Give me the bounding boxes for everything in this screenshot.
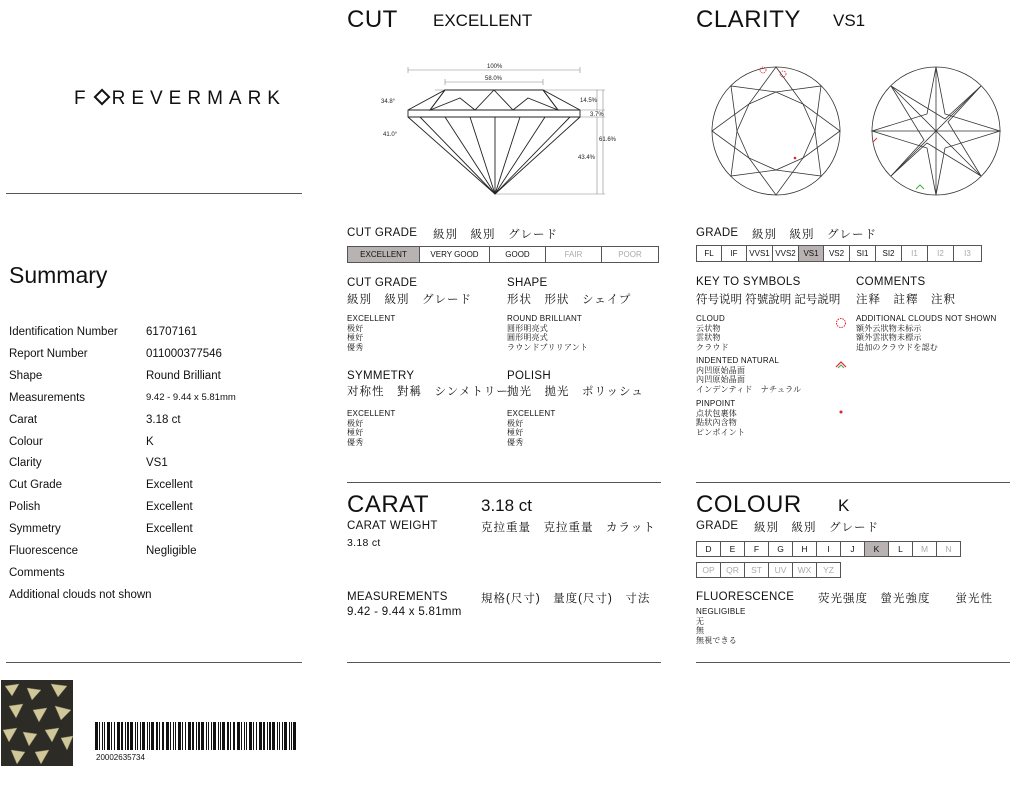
barcode-bar bbox=[127, 722, 129, 750]
summary-key: Shape bbox=[9, 369, 43, 382]
colour-cell: QR bbox=[720, 562, 745, 578]
barcode-bar bbox=[114, 722, 115, 750]
summary-value: Round Brilliant bbox=[146, 369, 221, 382]
shape-values bbox=[507, 314, 588, 352]
summary-key: Identification Number bbox=[9, 326, 118, 338]
colour-title: COLOUR bbox=[696, 491, 802, 518]
text-line: 內凹原始晶面 bbox=[696, 375, 746, 384]
cut-profile-diagram bbox=[375, 58, 640, 203]
text-line: 點狀內含物 bbox=[696, 418, 737, 427]
shape-label: SHAPE bbox=[507, 277, 548, 289]
barcode-bar bbox=[249, 722, 252, 750]
barcode-bar bbox=[125, 722, 126, 750]
summary-row bbox=[9, 457, 309, 475]
clarity-pavilion-plot bbox=[869, 64, 1003, 198]
barcode-bar bbox=[188, 722, 191, 750]
text-line: ピンポイント bbox=[696, 427, 746, 437]
barcode-bar bbox=[166, 722, 169, 750]
barcode-bar bbox=[107, 722, 110, 750]
barcode-number: 20002635734 bbox=[96, 753, 145, 762]
text-line: 極好 bbox=[347, 428, 364, 437]
summary-key: Cut Grade bbox=[9, 479, 63, 492]
text-line: 無 bbox=[696, 626, 705, 635]
text-line: 優秀 bbox=[347, 437, 364, 447]
barcode-bar bbox=[182, 722, 183, 750]
barcode-bar bbox=[291, 722, 292, 750]
colour-cell: J bbox=[840, 541, 865, 557]
colour-grade-jp: 級別 級別 グレード bbox=[754, 522, 879, 534]
summary-key: Report Number bbox=[9, 347, 88, 360]
summary-row bbox=[9, 370, 309, 388]
summary-key: Comments bbox=[9, 566, 65, 579]
divider bbox=[6, 193, 302, 194]
summary-value: Negligible bbox=[146, 545, 197, 557]
barcode-bar bbox=[259, 722, 262, 750]
summary-row bbox=[9, 501, 309, 519]
diagram-crown-angle: 34.8° bbox=[381, 99, 396, 105]
summary-row bbox=[9, 348, 309, 366]
pinpoint-symbol-icon bbox=[838, 402, 844, 420]
grade-cell: VVS2 bbox=[773, 246, 799, 261]
text-line: 无 bbox=[696, 616, 705, 626]
text-line: ADDITIONAL CLOUDS NOT SHOWN bbox=[856, 314, 997, 323]
barcode-bar bbox=[170, 722, 171, 750]
colour-cell: WX bbox=[792, 562, 817, 578]
barcode-bar bbox=[237, 722, 240, 750]
measurements-value: 9.42 - 9.44 x 5.81mm bbox=[347, 606, 462, 618]
grade-cell: SI2 bbox=[876, 246, 902, 261]
comments-jp: 注释 註釋 注釈 bbox=[856, 294, 956, 306]
text-line: 云状物 bbox=[696, 323, 721, 333]
colour-cell: YZ bbox=[816, 562, 841, 578]
barcode-bar bbox=[135, 722, 136, 750]
summary-row bbox=[9, 326, 309, 344]
barcode-bar bbox=[130, 722, 133, 750]
logo-text-right: REVERMARK bbox=[111, 88, 286, 109]
symmetry-label: SYMMETRY bbox=[347, 370, 415, 382]
clarity-title: CLARITY bbox=[696, 6, 801, 33]
grade-cell: VS1 bbox=[799, 246, 824, 261]
grade-cell: EXCELLENT bbox=[348, 247, 420, 262]
grade-cell: VVS1 bbox=[747, 246, 773, 261]
barcode-bar bbox=[175, 722, 176, 750]
text-line: 優秀 bbox=[347, 342, 364, 352]
barcode-bar bbox=[277, 722, 278, 750]
colour-cell: F bbox=[744, 541, 769, 557]
clarity-value: VS1 bbox=[833, 11, 866, 30]
summary-value: VS1 bbox=[146, 457, 168, 470]
divider bbox=[347, 482, 661, 483]
barcode-bar bbox=[213, 722, 216, 750]
symmetry-values bbox=[347, 409, 395, 447]
barcode-bar bbox=[220, 722, 221, 750]
barcode-bar bbox=[267, 722, 268, 750]
key-to-symbols-jp: 符号说明 符號說明 記号説明 bbox=[696, 294, 841, 306]
barcode-bar bbox=[156, 722, 158, 750]
logo-text-left: F bbox=[74, 88, 92, 109]
grade-cell: FAIR bbox=[546, 247, 602, 262]
polish-jp: 抛光 拋光 ポリッシュ bbox=[507, 386, 644, 398]
barcode-bar bbox=[282, 722, 283, 750]
summary-row bbox=[9, 567, 309, 585]
diamond-photo bbox=[1, 680, 73, 766]
cut-grade-sub-label: CUT GRADE bbox=[347, 277, 418, 289]
barcode-bar bbox=[241, 722, 242, 750]
grade-cell: POOR bbox=[618, 250, 642, 259]
diagram-table-100: 100% bbox=[487, 64, 503, 70]
comments-values bbox=[856, 314, 997, 352]
text-line: PINPOINT bbox=[696, 399, 736, 408]
summary-title: Summary bbox=[9, 262, 108, 288]
key-to-symbols-label: KEY TO SYMBOLS bbox=[696, 276, 801, 288]
text-line: ROUND BRILLIANT bbox=[507, 314, 583, 323]
barcode-bar bbox=[151, 722, 154, 750]
barcode-bar bbox=[162, 722, 164, 750]
fluorescence-label: FLUORESCENCE bbox=[696, 591, 795, 603]
text-line: 額外云狀物未标示 bbox=[856, 323, 922, 333]
summary-key: Symmetry bbox=[9, 523, 61, 536]
divider bbox=[696, 482, 1010, 483]
summary-key: Colour bbox=[9, 435, 43, 448]
symbol-indented-natural bbox=[696, 356, 801, 394]
diagram-depth: 61.6% bbox=[599, 137, 617, 143]
colour-grade-scale-extended bbox=[696, 562, 840, 578]
colour-cell: G bbox=[768, 541, 793, 557]
text-line: ラウンドブリリアント bbox=[507, 342, 589, 352]
barcode-bar bbox=[246, 722, 247, 750]
summary-row bbox=[9, 589, 309, 607]
barcode-bar bbox=[137, 722, 138, 750]
barcode-bar bbox=[253, 722, 254, 750]
divider bbox=[696, 662, 1010, 663]
symbol-pinpoint bbox=[696, 399, 745, 437]
barcode-bar bbox=[178, 722, 181, 750]
text-line: 极好 bbox=[347, 418, 364, 428]
barcode-bar bbox=[272, 722, 275, 750]
summary-row bbox=[9, 523, 309, 541]
colour-cell: I bbox=[816, 541, 841, 557]
summary-key: Measurements bbox=[9, 391, 86, 404]
text-line: インデンティド ナチュラル bbox=[696, 384, 802, 394]
colour-cell: K bbox=[864, 541, 889, 557]
barcode-bar bbox=[284, 722, 287, 750]
text-line: INDENTED NATURAL bbox=[696, 356, 780, 365]
text-line: 額外雲狀物未標示 bbox=[856, 333, 922, 342]
colour-cell: D bbox=[696, 541, 721, 557]
text-line: 圓形明亮式 bbox=[507, 333, 548, 342]
barcode-bar bbox=[256, 722, 257, 750]
summary-row bbox=[9, 414, 309, 432]
colour-cell: L bbox=[888, 541, 913, 557]
barcode-bar bbox=[149, 722, 150, 750]
grade-cell: SI1 bbox=[850, 246, 876, 261]
diagram-table-58: 58.0% bbox=[485, 76, 503, 82]
colour-cell: E bbox=[720, 541, 745, 557]
summary-key: Additional clouds not shown bbox=[9, 588, 152, 601]
clarity-crown-plot bbox=[709, 64, 843, 198]
cloud-symbol-icon bbox=[835, 316, 847, 334]
colour-grade-scale bbox=[696, 541, 960, 557]
barcode-bar bbox=[293, 722, 296, 750]
colour-cell: H bbox=[792, 541, 817, 557]
summary-value: 3.18 ct bbox=[146, 413, 181, 426]
grade-cell: VERY GOOD bbox=[420, 247, 490, 262]
barcode-bar bbox=[111, 722, 112, 750]
colour-cell: OP bbox=[696, 562, 721, 578]
text-line: 無視できる bbox=[696, 635, 737, 645]
text-line: 追加のクラウドを認む bbox=[856, 342, 938, 352]
forevermark-logo bbox=[74, 88, 286, 110]
barcode-bar bbox=[117, 722, 120, 750]
grade-cell: I2 bbox=[928, 246, 954, 261]
barcode-bar bbox=[104, 722, 105, 750]
polish-label: POLISH bbox=[507, 370, 551, 382]
carat-weight-label: CARAT WEIGHT bbox=[347, 520, 438, 532]
barcode-bar bbox=[140, 722, 141, 750]
barcode-bar bbox=[279, 722, 280, 750]
text-line: 極好 bbox=[347, 333, 364, 342]
summary-value: 9.42 - 9.44 x 5.81mm bbox=[146, 391, 236, 403]
barcode bbox=[95, 722, 300, 750]
polish-values bbox=[507, 409, 555, 447]
barcode-bar bbox=[147, 722, 148, 750]
barcode-bar bbox=[173, 722, 174, 750]
summary-value: Excellent bbox=[146, 501, 193, 514]
barcode-bar bbox=[198, 722, 200, 750]
text-line: 圆形明亮式 bbox=[507, 323, 548, 333]
grade-cell: FL bbox=[697, 246, 722, 261]
cut-grade-label: CUT GRADE bbox=[347, 227, 418, 239]
cut-grade-sub-jp: 級別 級別 グレード bbox=[347, 294, 472, 306]
carat-weight-value: 3.18 ct bbox=[347, 537, 381, 549]
barcode-bar bbox=[192, 722, 194, 750]
text-line: 雲狀物 bbox=[696, 333, 721, 342]
clarity-grade-jp: 級別 級別 グレード bbox=[752, 229, 877, 241]
text-line: クラウド bbox=[696, 342, 729, 352]
summary-row bbox=[9, 392, 309, 410]
grade-cell: I1 bbox=[902, 246, 928, 261]
diagram-pavilion-depth: 43.4% bbox=[578, 155, 596, 161]
cut-grade-values bbox=[347, 314, 395, 352]
summary-key: Polish bbox=[9, 501, 41, 514]
colour-cell: ST bbox=[744, 562, 769, 578]
comments-label: COMMENTS bbox=[856, 276, 926, 288]
text-line: 優秀 bbox=[507, 437, 524, 447]
barcode-bar bbox=[185, 722, 186, 750]
summary-value: 61707161 bbox=[146, 326, 198, 338]
cut-title: CUT bbox=[347, 6, 398, 33]
barcode-bar bbox=[196, 722, 197, 750]
barcode-bar bbox=[230, 722, 231, 750]
text-line: 极好 bbox=[347, 323, 364, 333]
fluorescence-values bbox=[696, 607, 746, 645]
carat-weight-jp: 克拉重量 克拉重量 カラット bbox=[481, 522, 656, 534]
diagram-girdle: 3.7% bbox=[590, 112, 604, 118]
barcode-bar bbox=[211, 722, 212, 750]
diamond-icon bbox=[93, 89, 110, 106]
summary-key: Fluorescence bbox=[9, 545, 79, 557]
colour-value: K bbox=[838, 496, 850, 515]
colour-cell: N bbox=[936, 541, 961, 557]
summary-value: K bbox=[146, 435, 154, 448]
text-line: CLOUD bbox=[696, 314, 726, 323]
text-line: EXCELLENT bbox=[347, 314, 396, 323]
carat-value: 3.18 ct bbox=[481, 496, 533, 515]
diagram-pavilion-angle: 41.0° bbox=[383, 132, 398, 138]
barcode-bar bbox=[208, 722, 209, 750]
barcode-bar bbox=[222, 722, 225, 750]
text-line: EXCELLENT bbox=[347, 409, 396, 418]
summary-value: Excellent bbox=[146, 479, 193, 492]
clarity-grade-label: GRADE bbox=[696, 227, 739, 239]
symbol-cloud bbox=[696, 314, 729, 352]
text-line: EXCELLENT bbox=[507, 409, 556, 418]
grade-cell: GOOD bbox=[490, 247, 546, 262]
barcode-bar bbox=[227, 722, 229, 750]
grade-cell: I3 bbox=[964, 249, 971, 258]
barcode-bar bbox=[244, 722, 245, 750]
summary-key: Carat bbox=[9, 413, 38, 426]
barcode-bar bbox=[142, 722, 145, 750]
colour-cell: UV bbox=[768, 562, 793, 578]
diagram-crown-height: 14.5% bbox=[580, 98, 598, 104]
indented-natural-symbol-icon bbox=[835, 356, 847, 374]
barcode-bar bbox=[206, 722, 207, 750]
barcode-bar bbox=[99, 722, 100, 750]
symmetry-jp: 对称性 對稱 シンメトリー bbox=[347, 386, 509, 398]
text-line: 点状包裹体 bbox=[696, 408, 737, 418]
barcode-bar bbox=[269, 722, 271, 750]
summary-value: 011000377546 bbox=[146, 347, 222, 360]
summary-row bbox=[9, 436, 309, 454]
text-line: NEGLIGIBLE bbox=[696, 607, 746, 616]
colour-cell: M bbox=[912, 541, 937, 557]
cut-value: EXCELLENT bbox=[433, 11, 533, 30]
text-line: 内凹原始晶面 bbox=[696, 365, 746, 375]
summary-value: Excellent bbox=[146, 523, 193, 536]
barcode-bar bbox=[95, 722, 98, 750]
colour-grade-label: GRADE bbox=[696, 520, 739, 532]
barcode-bar bbox=[289, 722, 290, 750]
carat-title: CARAT bbox=[347, 491, 430, 518]
fluorescence-jp: 荧光强度 螢光強度 蛍光性 bbox=[818, 593, 993, 605]
barcode-bar bbox=[121, 722, 123, 750]
grade-cell: VS2 bbox=[824, 246, 850, 261]
barcode-bar bbox=[201, 722, 204, 750]
summary-row bbox=[9, 545, 309, 563]
cut-grade-scale bbox=[347, 246, 659, 263]
barcode-bar bbox=[233, 722, 235, 750]
cut-grade-jp: 級別 級別 グレード bbox=[433, 229, 558, 241]
clarity-grade-scale bbox=[696, 245, 982, 262]
measurements-label: MEASUREMENTS bbox=[347, 591, 448, 603]
barcode-bar bbox=[218, 722, 219, 750]
summary-row bbox=[9, 479, 309, 497]
text-line: 极好 bbox=[507, 418, 524, 428]
grade-cell: IF bbox=[722, 246, 747, 261]
divider bbox=[347, 662, 661, 663]
measurements-jp: 規格(尺寸) 量度(尺寸) 寸法 bbox=[481, 593, 651, 605]
shape-jp: 形状 形狀 シェイプ bbox=[507, 294, 632, 306]
text-line: 極好 bbox=[507, 428, 524, 437]
barcode-bar bbox=[102, 722, 103, 750]
summary-key: Clarity bbox=[9, 457, 42, 470]
barcode-bar bbox=[263, 722, 265, 750]
divider bbox=[6, 662, 302, 663]
barcode-bar bbox=[159, 722, 160, 750]
